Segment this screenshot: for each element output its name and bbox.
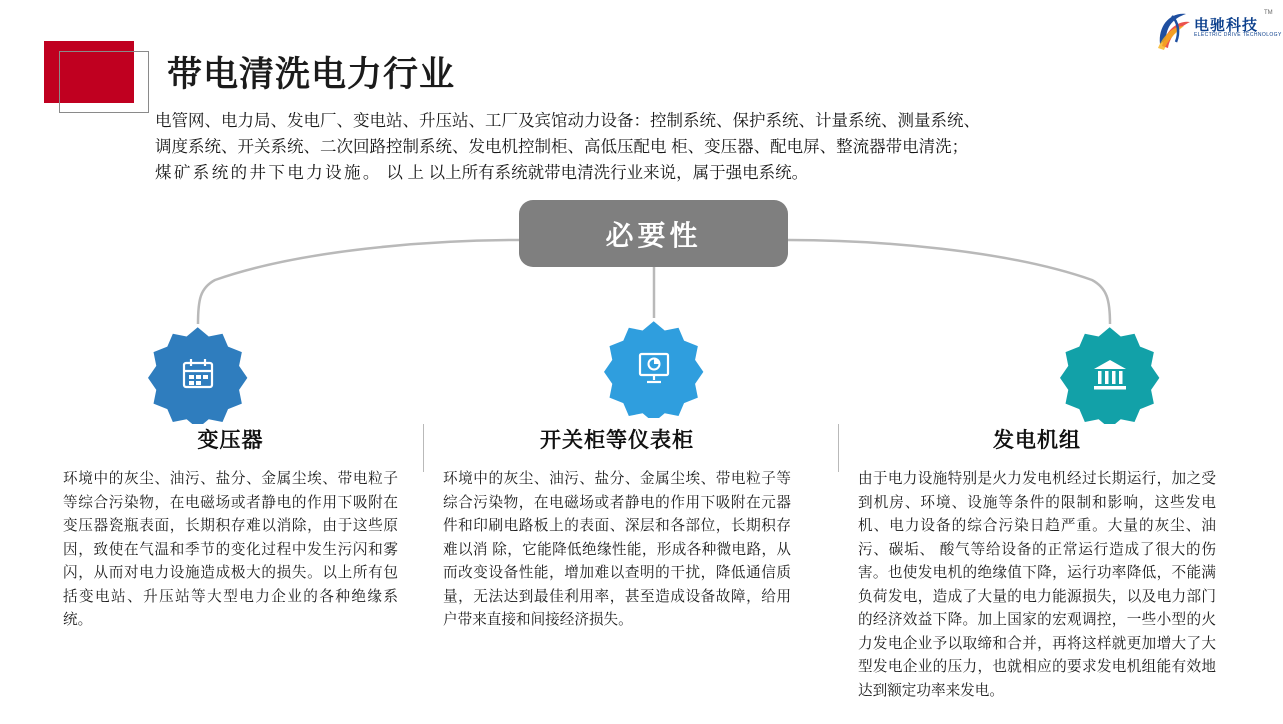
intro-line-2: 调度系统、开关系统、二次回路控制系统、发电机控制柜、高低压配电 柜、变压器、配电屏、整流器带电清洗；	[155, 138, 969, 156]
column-title: 开关柜等仪表柜	[540, 429, 694, 452]
column-title: 发电机组	[993, 429, 1081, 452]
logo-trademark: TM	[1264, 10, 1273, 16]
logo-subtitle: ELECTRIC DRIVE TECHNOLOGY	[1194, 32, 1282, 38]
intro-line-3a: 煤矿系统的井下电力设施。	[155, 164, 382, 182]
brand-logo	[1152, 6, 1282, 54]
presentation-chart-icon	[604, 318, 704, 418]
logo-name: 电驰科技	[1194, 17, 1259, 34]
intro-line-3b: 以 上 以上所有系统就带电清洗行业来说，属于强电系统。	[386, 164, 809, 182]
column-generator	[858, 424, 1216, 703]
badge-transformer	[148, 324, 248, 424]
column-body: 由于电力设施特别是火力发电机经过长期运行，加之受到机房、环境、设施等条件的限制和影响，这些发电机、电力设备的综合污染日趋严重。大量的灰尘、油污、碳垢、 酸气等给设备的正常运行造成了很大的伤害。也使发电机的绝缘值下降，运行功率降低，不能满负荷发电，造成了大量的电力能源损失，以及电力部门的经济效益下降。加上国家的宏观调控，一些小型的火力发电企业予以取缔和合并，再将这样就更加增大了大型发电企业的压力，也就相应的要求发电机组能有效地达到额定功率来发电。	[858, 471, 1216, 699]
title-decor-outline	[59, 51, 149, 113]
column-body: 环境中的灰尘、油污、盐分、金属尘埃、带电粒子等综合污染物，在电磁场或者静电的作用下吸附在元器件和印刷电路板上的表面、深层和各部位，长期积存难以消 除，它能降低绝缘性能，形成各种微电路，从而改变设备性能，增加难以查明的干扰，降低通信质量，无法达到最佳利用率，甚至造成设备故障，给用户带来直接和间接经济损失。	[443, 471, 791, 628]
swoosh-icon	[1152, 8, 1196, 52]
intro-line-3	[155, 160, 1233, 186]
column-divider	[423, 424, 424, 472]
column-divider	[838, 424, 839, 472]
badge-switchgear	[604, 318, 704, 418]
necessity-label: 必要性	[605, 219, 702, 251]
bank-building-icon	[1060, 324, 1160, 424]
column-title: 变压器	[197, 429, 264, 452]
page-title: 带电清洗电力行业	[167, 55, 456, 94]
necessity-box	[519, 200, 788, 267]
calendar-icon	[148, 324, 248, 424]
intro-line-1: 电管网、电力局、发电厂、变电站、升压站、工厂及宾馆动力设备：控制系统、保护系统、计量系统、测量系统、	[155, 112, 980, 130]
column-transformer	[63, 424, 398, 633]
column-body: 环境中的灰尘、油污、盐分、金属尘埃、带电粒子等综合污染物，在电磁场或者静电的作用下吸附在变压器瓷瓶表面，长期积存难以消除，由于这些原因，致使在气温和季节的变化过程中发生污闪和雾闪，从而对电力设施造成极大的损失。以上所有包括变电站、升压站等大型电力企业的各种绝缘系统。	[63, 471, 398, 628]
intro-paragraph	[155, 108, 1233, 186]
column-switchgear	[443, 424, 791, 633]
badge-generator	[1060, 324, 1160, 424]
